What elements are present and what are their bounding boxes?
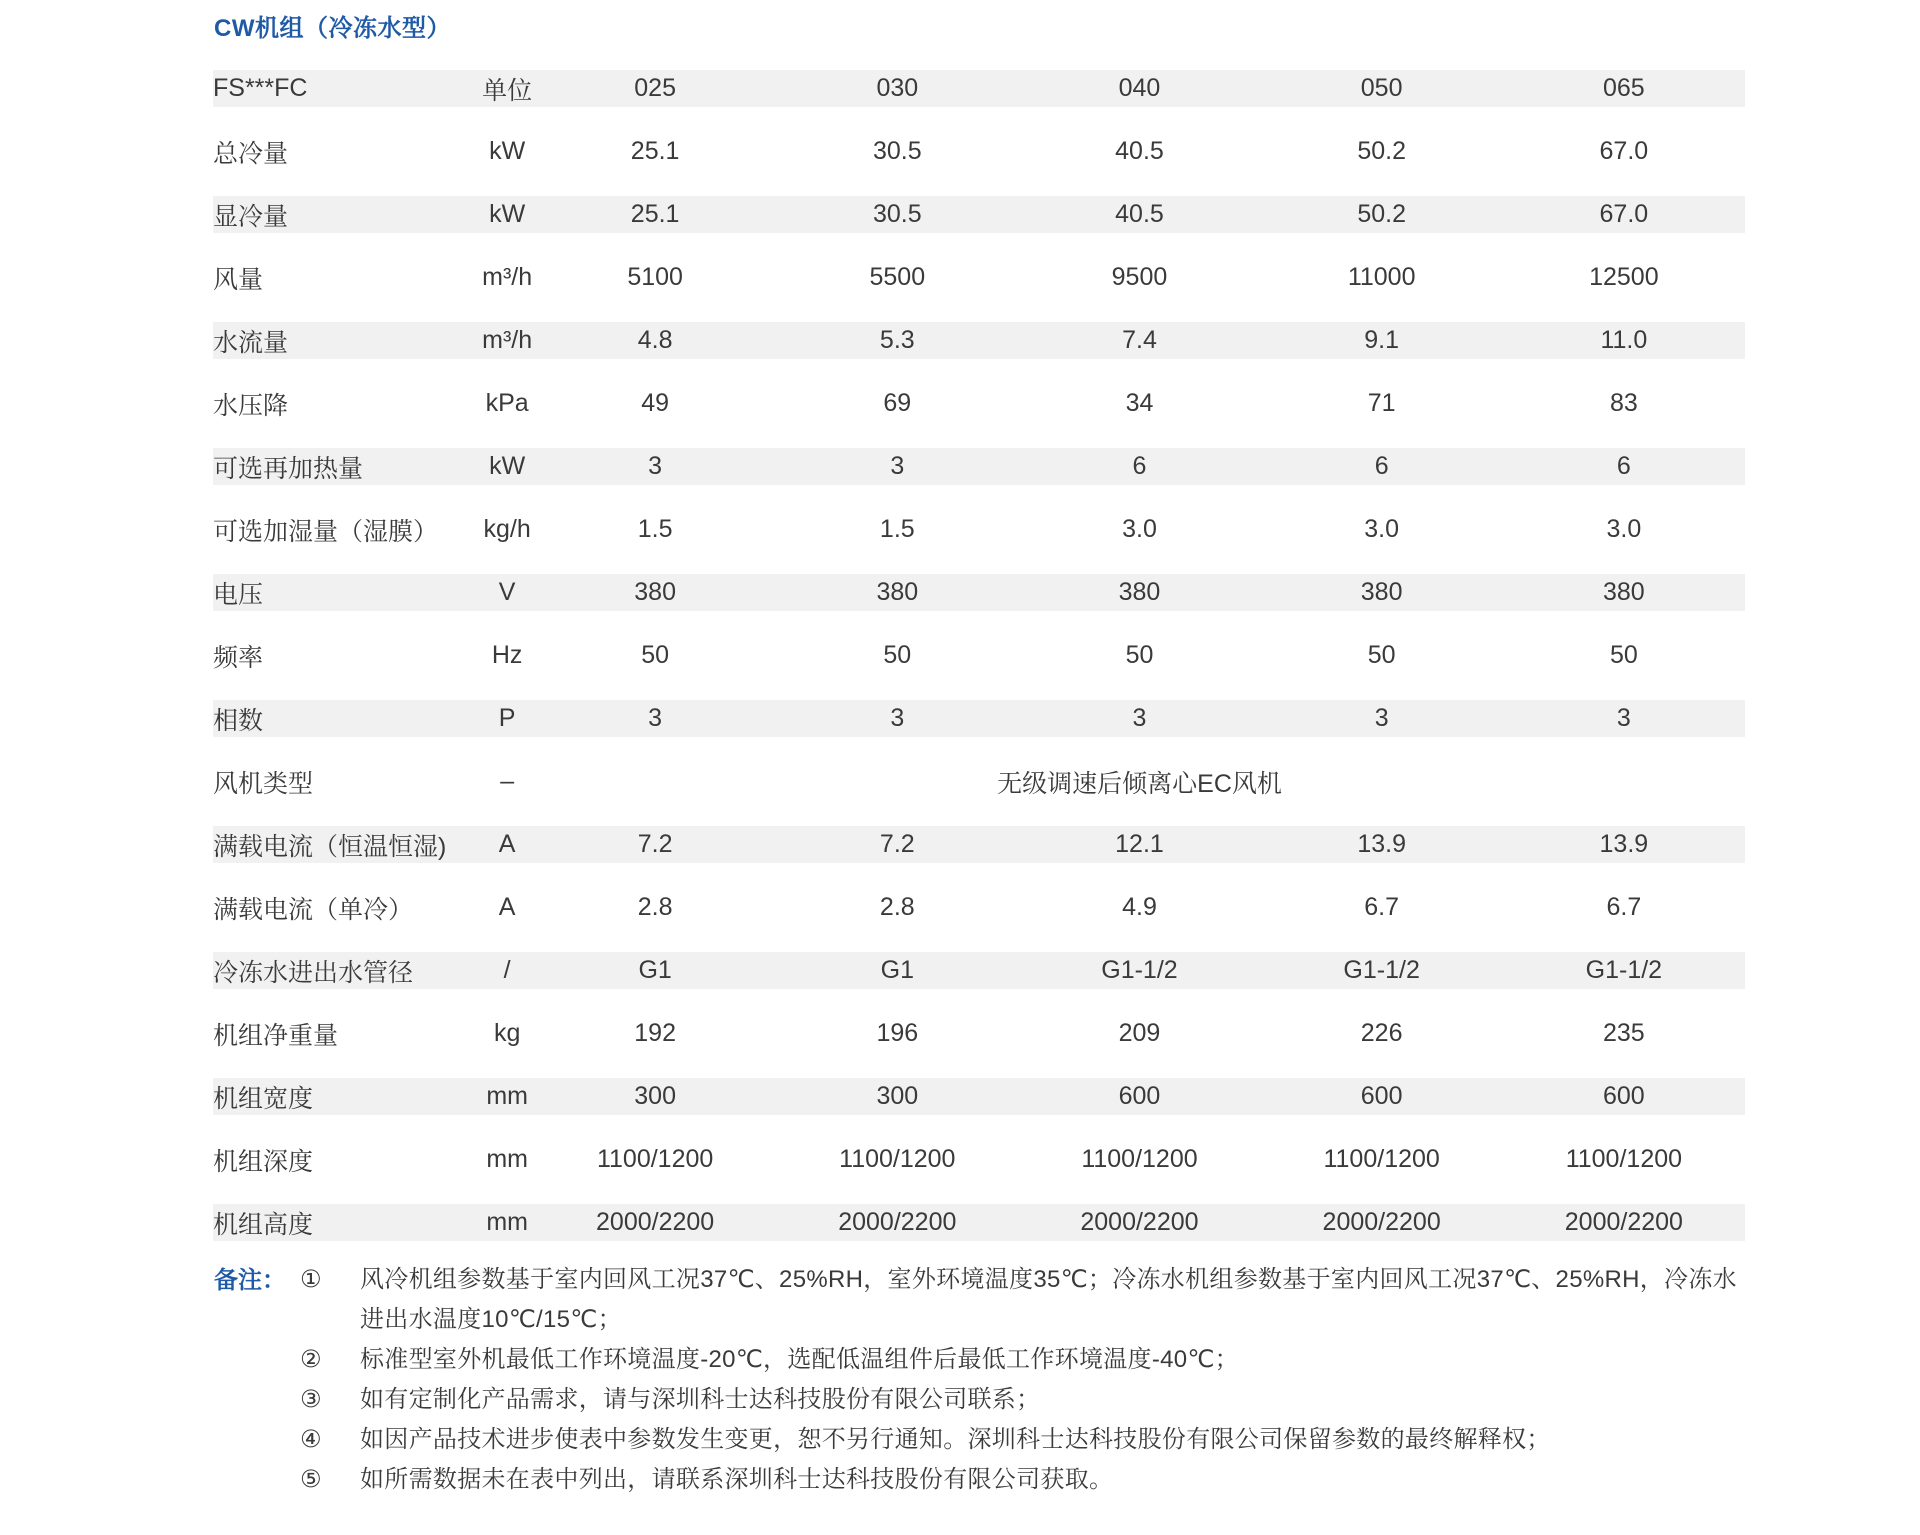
row-unit: kW	[480, 435, 534, 498]
notes-section	[214, 1260, 1744, 1500]
cell-value: 6	[1018, 435, 1260, 498]
cell-value: 3.0	[1122, 515, 1157, 543]
cell-value: 2000/2200	[776, 1191, 1018, 1254]
table-row	[195, 435, 1745, 498]
row-label: 可选再加热量	[195, 435, 480, 498]
note-text: 如所需数据未在表中列出，请联系深圳科士达科技股份有限公司获取。	[360, 1466, 1114, 1493]
row-label: 显冷量	[195, 183, 480, 246]
cell-value: 235	[1603, 1019, 1645, 1047]
cell-value: 380	[776, 561, 1018, 624]
note-number: ④	[300, 1426, 322, 1453]
cell-value: 3.0	[1606, 515, 1642, 543]
cell-value: 3	[776, 687, 1018, 750]
row-unit: mm	[486, 1145, 528, 1173]
cell-value: 4.9	[1122, 893, 1157, 921]
cell-value: 50	[641, 641, 670, 669]
row-label: 总冷量	[213, 139, 289, 168]
cell-value: 380	[1018, 561, 1260, 624]
note-text: 标准型室外机最低工作环境温度-20℃，选配低温组件后最低工作环境温度-40℃；	[360, 1346, 1239, 1373]
cell-value: 7.2	[776, 813, 1018, 876]
cell-value: 1100/1200	[1565, 1145, 1683, 1173]
row-unit: A	[480, 813, 534, 876]
cell-value: 12500	[1589, 263, 1659, 291]
table-row	[195, 750, 1745, 813]
note-number: ③	[300, 1386, 322, 1413]
cell-value: 50	[1609, 641, 1638, 669]
cell-value: 50.2	[1357, 137, 1406, 165]
cell-value: 4.8	[534, 309, 776, 372]
cell-value: 40.5	[1115, 137, 1164, 165]
row-unit: P	[480, 687, 534, 750]
table-row	[195, 120, 1745, 183]
table-row	[195, 1191, 1745, 1254]
cell-value: 5.3	[776, 309, 1018, 372]
note-number: ②	[300, 1346, 322, 1373]
cell-value: 11.0	[1503, 309, 1745, 372]
row-label: 相数	[195, 687, 480, 750]
cell-value: 13.9	[1261, 813, 1503, 876]
cell-value: 600	[1503, 1065, 1745, 1128]
cell-value: 69	[883, 389, 912, 417]
cell-value: 3	[1261, 687, 1503, 750]
row-label: 频率	[213, 643, 264, 672]
table-row	[195, 624, 1745, 687]
row-unit: kg	[493, 1019, 521, 1047]
cell-value: G1-1/2	[1261, 939, 1503, 1002]
cell-value: 30.5	[776, 183, 1018, 246]
table-row	[195, 372, 1745, 435]
header-model: 050	[1261, 57, 1503, 120]
cell-value: 3	[1018, 687, 1260, 750]
cell-value: 6	[1261, 435, 1503, 498]
cell-value: 25.1	[630, 137, 680, 165]
note-number: ⑤	[300, 1466, 322, 1493]
cell-value: 9500	[1111, 263, 1168, 291]
cell-value: 1.5	[637, 515, 673, 543]
cell-value: 9.1	[1261, 309, 1503, 372]
row-unit: /	[480, 939, 534, 1002]
cell-value: 300	[534, 1065, 776, 1128]
note-item	[214, 1340, 1744, 1380]
row-unit: –	[500, 767, 515, 795]
cell-value: 50	[1367, 641, 1396, 669]
row-label: 水压降	[213, 391, 289, 420]
row-unit: kW	[480, 183, 534, 246]
cell-value: 50	[883, 641, 912, 669]
note-item	[214, 1460, 1744, 1500]
table-header-row	[195, 57, 1745, 120]
row-unit: mm	[480, 1191, 534, 1254]
table-row	[195, 876, 1745, 939]
cell-value: 67.0	[1503, 183, 1745, 246]
cell-value: 380	[534, 561, 776, 624]
cell-value: 34	[1125, 389, 1154, 417]
cell-value: 5100	[627, 263, 683, 291]
row-label: 冷冻水进出水管径	[195, 939, 480, 1002]
table-row	[195, 1128, 1745, 1191]
cell-value: G1-1/2	[1018, 939, 1260, 1002]
cell-value: 30.5	[872, 137, 922, 165]
note-item	[214, 1380, 1744, 1420]
table-row	[195, 1065, 1745, 1128]
cell-value: 49	[641, 389, 670, 417]
cell-value: G1	[776, 939, 1018, 1002]
cell-value: 300	[776, 1065, 1018, 1128]
row-unit: kPa	[485, 389, 529, 417]
cell-value: 50	[1125, 641, 1154, 669]
cell-value: 380	[1261, 561, 1503, 624]
row-label: 满载电流（恒温恒湿)	[195, 813, 480, 876]
cell-value: 3	[1503, 687, 1745, 750]
note-item	[214, 1420, 1744, 1460]
table-row	[195, 246, 1745, 309]
cell-value: 6.7	[1364, 893, 1400, 921]
cell-value: 7.2	[534, 813, 776, 876]
cell-value: 3	[534, 687, 776, 750]
row-unit: V	[480, 561, 534, 624]
cell-value: 6	[1503, 435, 1745, 498]
row-unit: A	[498, 893, 516, 921]
row-label: 机组高度	[195, 1191, 480, 1254]
table-row	[195, 498, 1745, 561]
cell-value: 71	[1367, 389, 1396, 417]
cell-value: 2000/2200	[534, 1191, 776, 1254]
cell-value: 6.7	[1606, 893, 1642, 921]
row-label: 满载电流（单冷）	[213, 895, 414, 924]
cell-value: 600	[1018, 1065, 1260, 1128]
cell-value: 1100/1200	[1323, 1145, 1440, 1173]
row-unit: kg/h	[483, 515, 531, 543]
cell-value: 12.1	[1018, 813, 1260, 876]
cell-value: 1100/1200	[839, 1145, 956, 1173]
cell-value: 196	[876, 1019, 919, 1047]
row-label: 风量	[213, 265, 264, 294]
header-model: 025	[534, 57, 776, 120]
cell-value: 7.4	[1018, 309, 1260, 372]
cell-value: 50.2	[1261, 183, 1503, 246]
cell-value: 2000/2200	[1018, 1191, 1260, 1254]
spec-table	[195, 57, 1745, 1254]
page-title: CW机组（冷冻水型）	[214, 15, 451, 42]
row-merged-value: 无级调速后倾离心EC风机	[997, 769, 1282, 798]
note-text: 如因产品技术进步使表中参数发生变更，恕不另行通知。深圳科士达科技股份有限公司保留参数的最终解释权；	[360, 1426, 1551, 1453]
row-unit: mm	[480, 1065, 534, 1128]
cell-value: G1	[534, 939, 776, 1002]
cell-value: 380	[1503, 561, 1745, 624]
cell-value: 3	[776, 435, 1018, 498]
cell-value: 83	[1609, 389, 1638, 417]
cell-value: 25.1	[534, 183, 776, 246]
cell-value: 3	[534, 435, 776, 498]
row-label: 机组宽度	[195, 1065, 480, 1128]
cell-value: 1100/1200	[1081, 1145, 1198, 1173]
cell-value: 1.5	[879, 515, 915, 543]
cell-value: 1100/1200	[596, 1145, 714, 1173]
note-item	[214, 1260, 1744, 1340]
notes-label: 备注：	[214, 1267, 286, 1294]
header-model: 030	[776, 57, 1018, 120]
row-label: 可选加湿量（湿膜）	[213, 517, 439, 546]
table-row	[195, 183, 1745, 246]
note-text: 风冷机组参数基于室内回风工况37℃、25%RH，室外环境温度35℃；冷冻水机组参数基于室内回风工况37℃、25%RH，冷冻水进出水温度10℃/15℃；	[360, 1266, 1737, 1333]
cell-value: 2.8	[879, 893, 915, 921]
table-row	[195, 813, 1745, 876]
table-row	[195, 939, 1745, 1002]
row-unit: m³/h	[482, 263, 533, 291]
table-row	[195, 309, 1745, 372]
cell-value: 11000	[1347, 263, 1416, 291]
row-unit: kW	[489, 137, 526, 165]
header-model: 065	[1503, 57, 1745, 120]
cell-value: 600	[1261, 1065, 1503, 1128]
cell-value: 2.8	[637, 893, 673, 921]
cell-value: 3.0	[1364, 515, 1400, 543]
table-row	[195, 1002, 1745, 1065]
cell-value: 226	[1360, 1019, 1403, 1047]
cell-value: 5500	[869, 263, 926, 291]
row-label: 水流量	[195, 309, 480, 372]
cell-value: G1-1/2	[1503, 939, 1745, 1002]
row-label: 机组净重量	[213, 1021, 339, 1050]
row-label: 风机类型	[213, 769, 314, 798]
row-label: 电压	[195, 561, 480, 624]
note-number: ①	[300, 1266, 322, 1293]
cell-value: 13.9	[1503, 813, 1745, 876]
row-unit: m³/h	[480, 309, 534, 372]
note-text: 如有定制化产品需求，请与深圳科士达科技股份有限公司联系；	[360, 1386, 1041, 1413]
cell-value: 209	[1118, 1019, 1161, 1047]
cell-value: 67.0	[1599, 137, 1649, 165]
table-row	[195, 687, 1745, 750]
cell-value: 192	[634, 1019, 676, 1047]
header-model: 040	[1018, 57, 1260, 120]
cell-value: 2000/2200	[1261, 1191, 1503, 1254]
row-unit: Hz	[491, 641, 523, 669]
header-unit: 单位	[480, 57, 534, 120]
row-label: 机组深度	[213, 1147, 314, 1176]
header-model-series: FS***FC	[195, 57, 480, 120]
cell-value: 40.5	[1018, 183, 1260, 246]
table-row	[195, 561, 1745, 624]
cell-value: 2000/2200	[1503, 1191, 1745, 1254]
